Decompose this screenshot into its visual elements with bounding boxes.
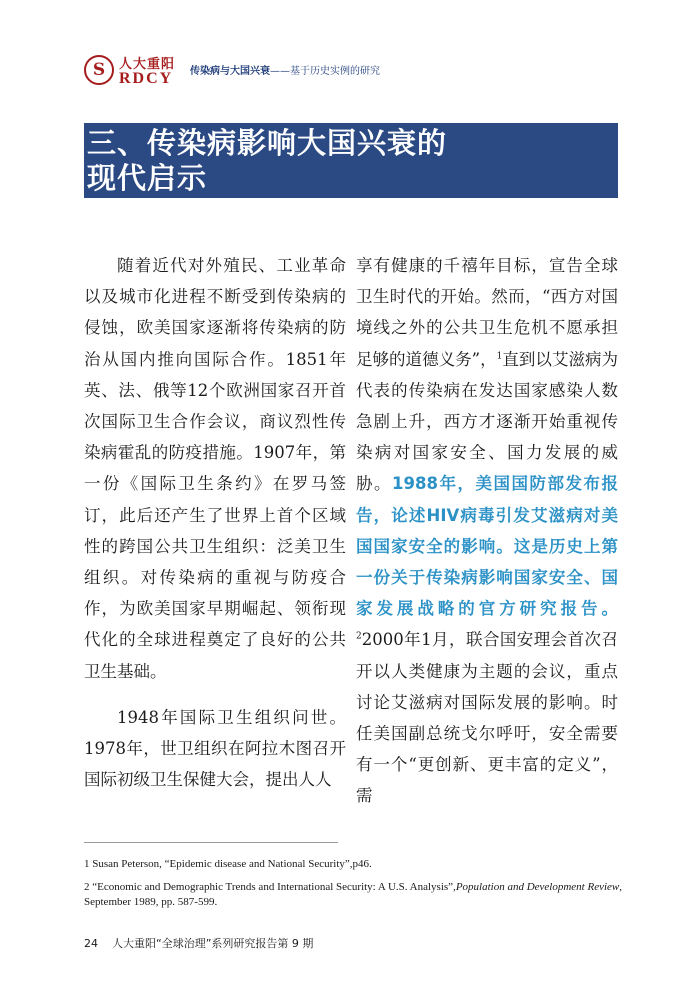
left-column — [84, 250, 346, 795]
footnote-ref-1[interactable]: 1 — [496, 351, 503, 362]
text-segment-b: 直到以艾滋病为代表的传染病在发达国家感染人数急剧上升，西方才逐渐开始重视传染病对国家安全、国力发展的威胁。 — [356, 349, 619, 494]
right-column — [356, 250, 618, 812]
rdcy-logo — [84, 53, 184, 87]
page-number: 24 — [84, 937, 98, 950]
footnote-2-tail: , September 1989, pp. 587-599. — [84, 881, 622, 908]
footnote-2-text: 2 “Economic and Demographic Trends and International Security: A U.S. Analysis”, — [84, 881, 456, 893]
footnote-ref-2[interactable]: 2 — [356, 631, 362, 642]
footnote-2 — [84, 880, 624, 910]
paragraph-1948: 1948年国际卫生组织问世。1978年，世卫组织在阿拉木图召开国际初级卫生保健大会，提出人人 — [84, 707, 346, 790]
section-title-block — [84, 123, 618, 198]
footnote-divider — [84, 842, 338, 843]
report-subtitle: ——基于历史实例的研究 — [270, 66, 380, 77]
logo-chinese-name: 人大重阳 — [119, 57, 176, 72]
paragraph-continued — [356, 250, 618, 812]
footnote-1: 1 Susan Peterson, “Epidemic disease and National Security”,p46. — [84, 858, 372, 870]
page-footer — [84, 935, 313, 951]
series-name: 人大重阳“全球治理”系列研究报告第 9 期 — [112, 937, 314, 950]
section-title-line-2: 现代启示 — [87, 161, 208, 195]
footnote-2-journal: Population and Development Review — [455, 881, 620, 893]
report-title: 传染病与大国兴衰 — [190, 66, 270, 77]
paragraph-intro: 随着近代对外殖民、工业革命以及城市化进程不断受到传染病的侵蚀，欧美国家逐渐将传染病的防治从国内推向国际合作。1851年英、法、俄等12个欧洲国家召开首次国际卫生合作会议，商议烈性传染病霍乱的防疫措施。1907年，第一份《国际卫生条约》在罗马签订，此后还产生了世界上首个区域性的跨国公共卫生组织：泛美卫生组织。对传染病的重视与防疫合作，为欧美国家早期崛起、领衔现代化的全球进程奠定了良好的公共卫生基础。 — [84, 256, 346, 681]
text-segment-a: 享有健康的千禧年目标，宣告全球卫生时代的开始。然而，“西方对国境线之外的公共卫生危机不愿承担足够的道德义务”， — [356, 256, 618, 369]
section-title-line-1: 三、传染病影响大国兴衰的 — [87, 126, 448, 160]
rdcy-emblem-icon: S — [84, 55, 114, 85]
paragraph-gap — [84, 687, 346, 702]
text-segment-c: 2000年1月，联合国安理会首次召开以人类健康为主题的会议，重点讨论艾滋病对国际发展的影响。时任美国副总统戈尔呼吁，安全需要有一个“更创新、更丰富的定义”，需 — [356, 630, 618, 806]
running-head — [190, 62, 380, 77]
highlighted-text: 1988年，美国国防部发布报告，论述HIV病毒引发艾滋病对美国国家安全的影响。这是历史上第一份关于传染病影响国家安全、国家发展战略的官方研究报告。 — [356, 474, 618, 619]
logo-english-name: RDCY — [119, 70, 174, 87]
